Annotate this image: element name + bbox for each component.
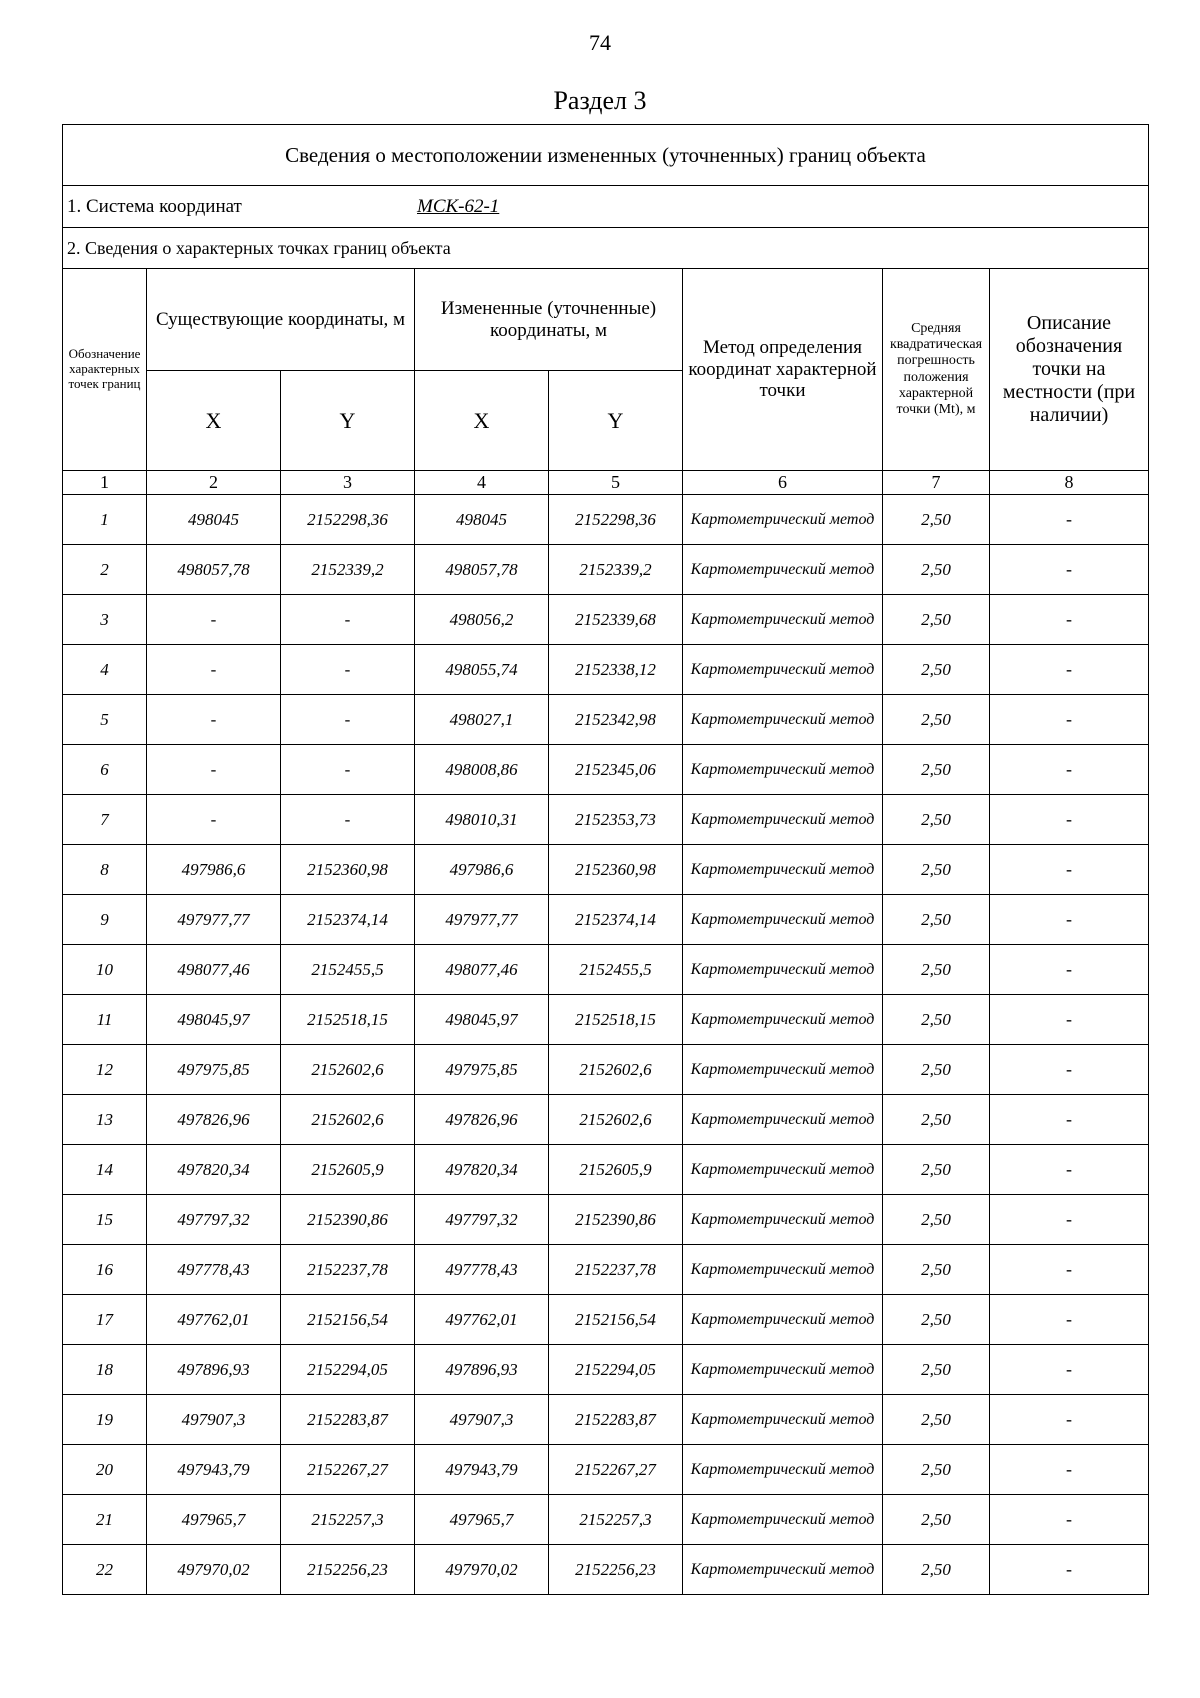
description-cell: - — [990, 1345, 1149, 1395]
changed-x-cell: 498008,86 — [415, 745, 549, 795]
changed-x-cell: 498077,46 — [415, 945, 549, 995]
existing-y-cell: 2152257,3 — [281, 1495, 415, 1545]
changed-y-cell: 2152339,2 — [549, 545, 683, 595]
accuracy-cell: 2,50 — [883, 1145, 990, 1195]
point-number: 15 — [63, 1195, 147, 1245]
changed-y-cell: 2152339,68 — [549, 595, 683, 645]
column-number: 3 — [281, 471, 415, 495]
table-row — [63, 1445, 1149, 1495]
header-existing-y: Y — [281, 371, 415, 471]
changed-y-cell: 2152345,06 — [549, 745, 683, 795]
changed-x-cell: 497977,77 — [415, 895, 549, 945]
table-row — [63, 1245, 1149, 1295]
changed-x-cell: 498045,97 — [415, 995, 549, 1045]
changed-y-cell: 2152257,3 — [549, 1495, 683, 1545]
coordinate-system-value: МСК-62-1 — [417, 195, 500, 217]
changed-x-cell: 497797,32 — [415, 1195, 549, 1245]
point-number: 7 — [63, 795, 147, 845]
table-row — [63, 795, 1149, 845]
existing-y-cell: 2152283,87 — [281, 1395, 415, 1445]
changed-x-cell: 497762,01 — [415, 1295, 549, 1345]
changed-y-cell: 2152518,15 — [549, 995, 683, 1045]
point-number: 14 — [63, 1145, 147, 1195]
accuracy-cell: 2,50 — [883, 645, 990, 695]
existing-y-cell: - — [281, 595, 415, 645]
existing-y-cell: 2152256,23 — [281, 1545, 415, 1595]
table-row — [63, 1395, 1149, 1445]
accuracy-cell: 2,50 — [883, 1495, 990, 1545]
table-row — [63, 1095, 1149, 1145]
changed-x-cell: 497820,34 — [415, 1145, 549, 1195]
method-cell: Картометрический метод — [683, 1095, 883, 1145]
changed-x-cell: 498056,2 — [415, 595, 549, 645]
description-cell: - — [990, 995, 1149, 1045]
point-number: 9 — [63, 895, 147, 945]
header-accuracy: Средняя квадратическая погрешность положения характерной точки (Mt), м — [883, 269, 990, 471]
changed-x-cell: 497943,79 — [415, 1445, 549, 1495]
changed-y-cell: 2152283,87 — [549, 1395, 683, 1445]
changed-y-cell: 2152338,12 — [549, 645, 683, 695]
method-cell: Картометрический метод — [683, 1195, 883, 1245]
column-number: 4 — [415, 471, 549, 495]
existing-y-cell: 2152294,05 — [281, 1345, 415, 1395]
method-cell: Картометрический метод — [683, 595, 883, 645]
changed-y-cell: 2152256,23 — [549, 1545, 683, 1595]
existing-y-cell: 2152518,15 — [281, 995, 415, 1045]
table-row — [63, 1345, 1149, 1395]
table-row — [63, 495, 1149, 545]
existing-x-cell: 497778,43 — [147, 1245, 281, 1295]
changed-x-cell: 498027,1 — [415, 695, 549, 745]
method-cell: Картометрический метод — [683, 1395, 883, 1445]
table-row — [63, 1045, 1149, 1095]
changed-y-cell: 2152342,98 — [549, 695, 683, 745]
existing-x-cell: 497943,79 — [147, 1445, 281, 1495]
accuracy-cell: 2,50 — [883, 1445, 990, 1495]
changed-x-cell: 497907,3 — [415, 1395, 549, 1445]
coordinate-system-label: 1. Система координат — [67, 195, 242, 217]
method-cell: Картометрический метод — [683, 495, 883, 545]
accuracy-cell: 2,50 — [883, 845, 990, 895]
changed-x-cell: 497970,02 — [415, 1545, 549, 1595]
existing-y-cell: 2152374,14 — [281, 895, 415, 945]
accuracy-cell: 2,50 — [883, 745, 990, 795]
description-cell: - — [990, 1545, 1149, 1595]
existing-y-cell: 2152267,27 — [281, 1445, 415, 1495]
point-number: 11 — [63, 995, 147, 1045]
existing-x-cell: 498045 — [147, 495, 281, 545]
existing-y-cell: 2152602,6 — [281, 1045, 415, 1095]
changed-x-cell: 498057,78 — [415, 545, 549, 595]
existing-x-cell: 497970,02 — [147, 1545, 281, 1595]
table-row — [63, 1145, 1149, 1195]
table-row — [63, 995, 1149, 1045]
accuracy-cell: 2,50 — [883, 1295, 990, 1345]
changed-y-cell: 2152602,6 — [549, 1095, 683, 1145]
column-number: 5 — [549, 471, 683, 495]
description-cell: - — [990, 895, 1149, 945]
point-number: 3 — [63, 595, 147, 645]
accuracy-cell: 2,50 — [883, 895, 990, 945]
column-numbers-row — [63, 471, 1149, 495]
method-cell: Картометрический метод — [683, 845, 883, 895]
existing-y-cell: 2152360,98 — [281, 845, 415, 895]
table-title: Сведения о местоположении измененных (уточненных) границ объекта — [63, 125, 1149, 186]
description-cell: - — [990, 1095, 1149, 1145]
accuracy-cell: 2,50 — [883, 695, 990, 745]
method-cell: Картометрический метод — [683, 545, 883, 595]
existing-x-cell: 498057,78 — [147, 545, 281, 595]
changed-y-cell: 2152298,36 — [549, 495, 683, 545]
point-number: 16 — [63, 1245, 147, 1295]
method-cell: Картометрический метод — [683, 895, 883, 945]
point-number: 8 — [63, 845, 147, 895]
existing-x-cell: - — [147, 745, 281, 795]
point-number: 5 — [63, 695, 147, 745]
point-number: 22 — [63, 1545, 147, 1595]
changed-x-cell: 498010,31 — [415, 795, 549, 845]
existing-y-cell: 2152602,6 — [281, 1095, 415, 1145]
accuracy-cell: 2,50 — [883, 1345, 990, 1395]
description-cell: - — [990, 1245, 1149, 1295]
table-row — [63, 1295, 1149, 1345]
accuracy-cell: 2,50 — [883, 595, 990, 645]
existing-y-cell: 2152455,5 — [281, 945, 415, 995]
description-cell: - — [990, 945, 1149, 995]
point-number: 17 — [63, 1295, 147, 1345]
header-method: Метод определения координат характерной точки — [683, 269, 883, 471]
method-cell: Картометрический метод — [683, 695, 883, 745]
existing-x-cell: - — [147, 695, 281, 745]
existing-x-cell: 497826,96 — [147, 1095, 281, 1145]
point-number: 12 — [63, 1045, 147, 1095]
header-changed-x: X — [415, 371, 549, 471]
existing-x-cell: 497896,93 — [147, 1345, 281, 1395]
existing-y-cell: - — [281, 645, 415, 695]
table-row — [63, 745, 1149, 795]
coordinate-system-row — [63, 186, 1149, 228]
existing-y-cell: 2152237,78 — [281, 1245, 415, 1295]
existing-x-cell: 497820,34 — [147, 1145, 281, 1195]
changed-x-cell: 497975,85 — [415, 1045, 549, 1095]
existing-y-cell: 2152156,54 — [281, 1295, 415, 1345]
point-number: 2 — [63, 545, 147, 595]
existing-x-cell: - — [147, 595, 281, 645]
table-row — [63, 845, 1149, 895]
description-cell: - — [990, 845, 1149, 895]
header-changed-y: Y — [549, 371, 683, 471]
method-cell: Картометрический метод — [683, 1345, 883, 1395]
table-row — [63, 1545, 1149, 1595]
method-cell: Картометрический метод — [683, 1495, 883, 1545]
header-designation: Обозначение характерных точек границ — [63, 269, 147, 471]
existing-x-cell: - — [147, 645, 281, 695]
method-cell: Картометрический метод — [683, 1545, 883, 1595]
page-number: 74 — [589, 30, 611, 55]
changed-x-cell: 498055,74 — [415, 645, 549, 695]
table-row — [63, 545, 1149, 595]
point-number: 13 — [63, 1095, 147, 1145]
changed-x-cell: 497778,43 — [415, 1245, 549, 1295]
table-body — [63, 125, 1149, 1595]
existing-x-cell: 497986,6 — [147, 845, 281, 895]
existing-x-cell: 497975,85 — [147, 1045, 281, 1095]
changed-x-cell: 497896,93 — [415, 1345, 549, 1395]
description-cell: - — [990, 745, 1149, 795]
accuracy-cell: 2,50 — [883, 945, 990, 995]
description-cell: - — [990, 1045, 1149, 1095]
changed-y-cell: 2152353,73 — [549, 795, 683, 845]
method-cell: Картометрический метод — [683, 795, 883, 845]
changed-y-cell: 2152374,14 — [549, 895, 683, 945]
method-cell: Картометрический метод — [683, 945, 883, 995]
accuracy-cell: 2,50 — [883, 1195, 990, 1245]
method-cell: Картометрический метод — [683, 1045, 883, 1095]
description-cell: - — [990, 1295, 1149, 1345]
point-number: 18 — [63, 1345, 147, 1395]
accuracy-cell: 2,50 — [883, 1045, 990, 1095]
method-cell: Картометрический метод — [683, 745, 883, 795]
existing-x-cell: 497762,01 — [147, 1295, 281, 1345]
description-cell: - — [990, 1195, 1149, 1245]
accuracy-cell: 2,50 — [883, 1545, 990, 1595]
description-cell: - — [990, 645, 1149, 695]
changed-y-cell: 2152237,78 — [549, 1245, 683, 1295]
table-row — [63, 1495, 1149, 1545]
point-number: 21 — [63, 1495, 147, 1545]
section-title: Раздел 3 — [553, 86, 647, 115]
description-cell: - — [990, 1145, 1149, 1195]
header-existing-x: X — [147, 371, 281, 471]
accuracy-cell: 2,50 — [883, 495, 990, 545]
existing-y-cell: - — [281, 695, 415, 745]
changed-x-cell: 497826,96 — [415, 1095, 549, 1145]
table-row — [63, 1195, 1149, 1245]
accuracy-cell: 2,50 — [883, 995, 990, 1045]
column-number: 7 — [883, 471, 990, 495]
column-number: 6 — [683, 471, 883, 495]
description-cell: - — [990, 1395, 1149, 1445]
point-number: 19 — [63, 1395, 147, 1445]
description-cell: - — [990, 1445, 1149, 1495]
changed-y-cell: 2152605,9 — [549, 1145, 683, 1195]
column-number: 8 — [990, 471, 1149, 495]
existing-y-cell: 2152298,36 — [281, 495, 415, 545]
point-number: 1 — [63, 495, 147, 545]
existing-y-cell: - — [281, 795, 415, 845]
accuracy-cell: 2,50 — [883, 795, 990, 845]
changed-x-cell: 498045 — [415, 495, 549, 545]
method-cell: Картометрический метод — [683, 1145, 883, 1195]
accuracy-cell: 2,50 — [883, 1245, 990, 1295]
header-existing-coordinates: Существующие координаты, м — [147, 269, 415, 371]
changed-y-cell: 2152360,98 — [549, 845, 683, 895]
accuracy-cell: 2,50 — [883, 545, 990, 595]
column-number: 2 — [147, 471, 281, 495]
existing-y-cell: 2152390,86 — [281, 1195, 415, 1245]
existing-x-cell: 498077,46 — [147, 945, 281, 995]
changed-y-cell: 2152156,54 — [549, 1295, 683, 1345]
existing-y-cell: 2152339,2 — [281, 545, 415, 595]
changed-y-cell: 2152294,05 — [549, 1345, 683, 1395]
changed-y-cell: 2152602,6 — [549, 1045, 683, 1095]
method-cell: Картометрический метод — [683, 1245, 883, 1295]
table-row — [63, 945, 1149, 995]
existing-y-cell: - — [281, 745, 415, 795]
table-row — [63, 695, 1149, 745]
description-cell: - — [990, 795, 1149, 845]
existing-x-cell: 497965,7 — [147, 1495, 281, 1545]
method-cell: Картометрический метод — [683, 1445, 883, 1495]
point-number: 20 — [63, 1445, 147, 1495]
existing-x-cell: 497977,77 — [147, 895, 281, 945]
method-cell: Картометрический метод — [683, 645, 883, 695]
table-row — [63, 895, 1149, 945]
header-changed-coordinates: Измененные (уточненные) координаты, м — [415, 269, 683, 371]
changed-x-cell: 497965,7 — [415, 1495, 549, 1545]
description-cell: - — [990, 1495, 1149, 1545]
point-number: 10 — [63, 945, 147, 995]
description-cell: - — [990, 545, 1149, 595]
changed-y-cell: 2152390,86 — [549, 1195, 683, 1245]
existing-y-cell: 2152605,9 — [281, 1145, 415, 1195]
accuracy-cell: 2,50 — [883, 1395, 990, 1445]
method-cell: Картометрический метод — [683, 1295, 883, 1345]
table-row — [63, 645, 1149, 695]
accuracy-cell: 2,50 — [883, 1095, 990, 1145]
changed-y-cell: 2152455,5 — [549, 945, 683, 995]
point-number: 6 — [63, 745, 147, 795]
changed-x-cell: 497986,6 — [415, 845, 549, 895]
description-cell: - — [990, 595, 1149, 645]
existing-x-cell: 497907,3 — [147, 1395, 281, 1445]
description-cell: - — [990, 495, 1149, 545]
changed-y-cell: 2152267,27 — [549, 1445, 683, 1495]
existing-x-cell: 498045,97 — [147, 995, 281, 1045]
existing-x-cell: - — [147, 795, 281, 845]
method-cell: Картометрический метод — [683, 995, 883, 1045]
boundary-points-table — [62, 124, 1149, 1595]
points-heading: 2. Сведения о характерных точках границ объекта — [63, 228, 1149, 269]
description-cell: - — [990, 695, 1149, 745]
column-number: 1 — [63, 471, 147, 495]
header-description: Описание обозначения точки на местности (при наличии) — [990, 269, 1149, 471]
table-row — [63, 595, 1149, 645]
existing-x-cell: 497797,32 — [147, 1195, 281, 1245]
point-number: 4 — [63, 645, 147, 695]
